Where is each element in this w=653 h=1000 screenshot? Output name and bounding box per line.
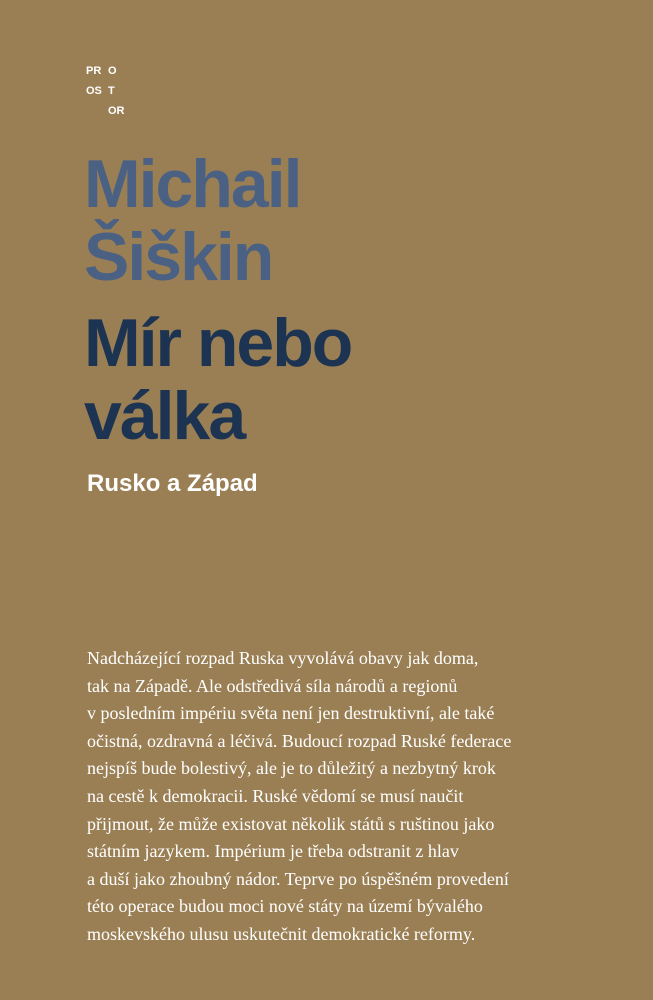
- blurb-line: této operace budou moci nové státy na území bývalého: [87, 896, 483, 917]
- blurb-line: přijmout, že může existovat několik států s ruštinou jako: [87, 813, 495, 834]
- blurb-line: na cestě k demokracii. Ruské vědomí se musí naučit: [87, 785, 464, 806]
- author-name: [84, 148, 301, 294]
- blurb-line: v posledním impériu světa není jen destruktivní, ale také: [87, 703, 495, 724]
- blurb-line: státním jazykem. Impérium je třeba odstranit z hlav: [87, 841, 459, 862]
- author-last-name: Šiškin: [84, 219, 273, 295]
- book-subtitle: Rusko a Západ: [87, 470, 258, 497]
- logo-letters: OR: [108, 105, 125, 117]
- logo-letters: OS: [86, 85, 102, 97]
- blurb-line: a duší jako zhoubný nádor. Teprve po úspěšném provedení: [87, 868, 509, 889]
- title-line: Mír nebo: [84, 305, 352, 381]
- logo-letters: T: [108, 85, 115, 97]
- logo-row: [86, 81, 146, 101]
- author-first-name: Michail: [84, 146, 301, 222]
- blurb-line: tak na Západě. Ale odstředivá síla národů a regionů: [87, 675, 458, 696]
- blurb-line: Nadcházející rozpad Ruska vyvolává obavy jak doma,: [87, 648, 479, 668]
- blurb-line: moskevského ulusu uskutečnit demokratické reformy.: [87, 923, 476, 944]
- blurb-text: [87, 645, 587, 949]
- book-title: [84, 307, 351, 453]
- logo-letters: PR: [86, 65, 102, 77]
- title-line: válka: [84, 378, 245, 454]
- blurb-line: nejspíš bude bolestivý, ale je to důležitý a nezbytný krok: [87, 758, 496, 779]
- logo-row: [86, 61, 146, 81]
- blurb-line: očistná, ozdravná a léčivá. Budoucí rozpad Ruské federace: [87, 730, 512, 751]
- publisher-logo: [86, 61, 146, 121]
- logo-row: [86, 101, 146, 121]
- logo-letters: O: [108, 65, 117, 77]
